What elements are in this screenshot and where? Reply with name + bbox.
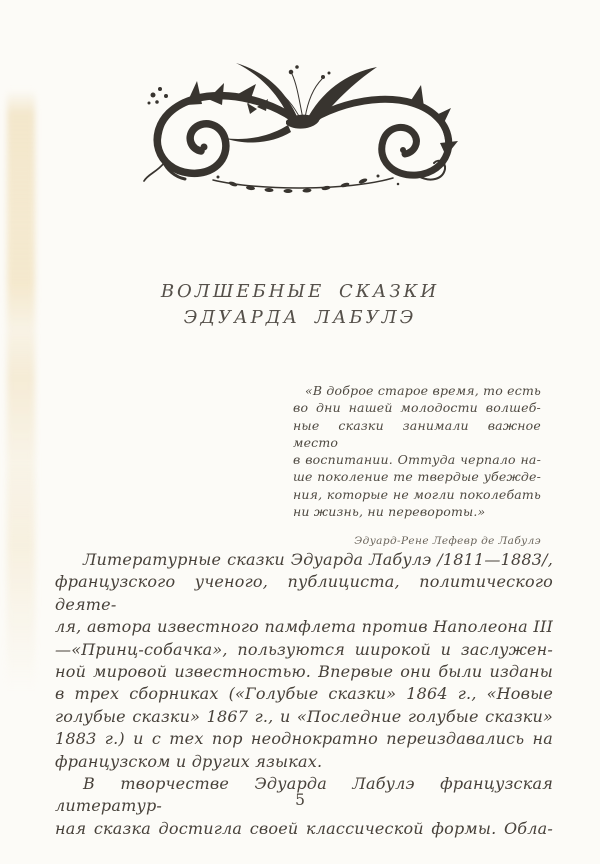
text-line: ше поколение те твердые убежде-	[293, 469, 541, 485]
text-line: В творчестве Эдуарда Лабулэ французская литератур-	[55, 774, 553, 816]
epigraph-attribution: Эдуард-Рене Лефевр де Лабулэ	[354, 535, 541, 548]
text-line: ля, автора известного памфлета против Наполеона III	[55, 617, 553, 637]
text-line: ная сказка достигла своей классической формы. Обла-	[55, 818, 553, 838]
text-line: французском и других языках.	[55, 751, 323, 771]
text-line: ной мировой известностью. Впервые они были изданы	[55, 662, 553, 682]
text-line: голубые сказки» 1867 г., и «Последние голубые сказки»	[55, 706, 553, 726]
text-line: 1883 г.) и с тех пор неоднократно переиздавались на	[55, 729, 553, 749]
title-line-2: ЭДУАРДА ЛАБУЛЭ	[183, 307, 417, 328]
epigraph-text	[293, 382, 541, 520]
paragraph-1	[55, 549, 553, 773]
text-line: ные сказки занимали важное место	[293, 417, 541, 450]
page-edge-shadow	[7, 90, 35, 690]
text-line: ния, которые не могли поколебать	[293, 486, 541, 502]
epigraph	[293, 382, 541, 551]
page-number: 5	[295, 791, 305, 809]
text-line: в трех сборниках («Голубые сказки» 1864 г., «Новые	[55, 684, 553, 704]
floral-ornament-image	[138, 58, 468, 198]
page-title	[0, 279, 600, 331]
text-line: —«Принц-собачка», пользуются широкой и заслужен-	[55, 639, 553, 659]
text-line: во дни нашей молодости волшеб-	[293, 400, 541, 416]
text-line: в воспитании. Оттуда черпало на-	[293, 452, 541, 468]
text-line: ни жизнь, ни перевороты.»	[293, 504, 486, 520]
text-line: французского ученого, публициста, политического деяте-	[55, 572, 553, 614]
title-line-1: ВОЛШЕБНЫЕ СКАЗКИ	[160, 281, 440, 302]
text-line: «В доброе старое время, то есть	[305, 383, 541, 398]
text-line: Литературные сказки Эдуарда Лабулэ /1811—1883/,	[83, 550, 553, 569]
